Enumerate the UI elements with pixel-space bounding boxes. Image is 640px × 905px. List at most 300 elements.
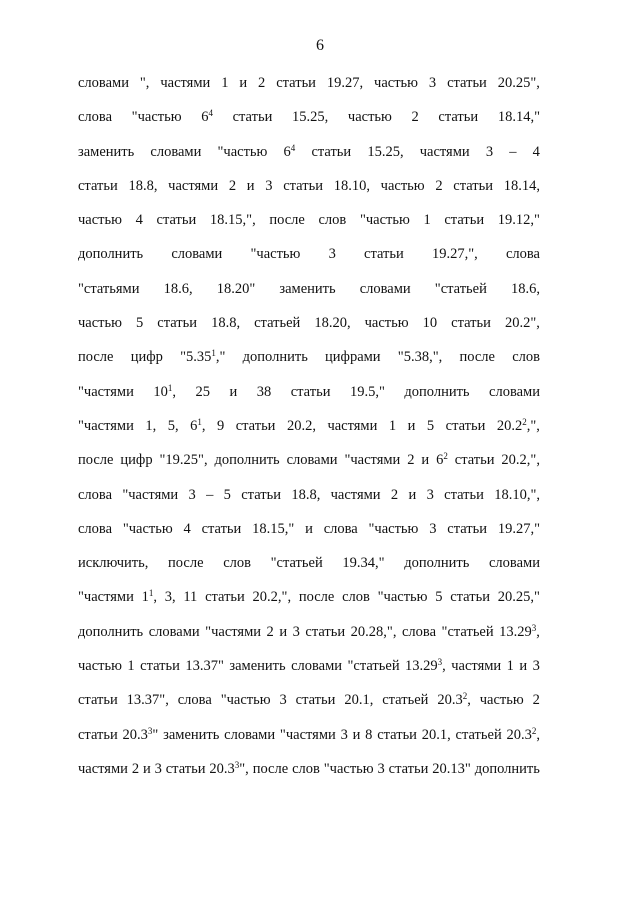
word-text: словами (150, 143, 202, 160)
word-text: 20.3 (122, 726, 148, 743)
word-text: цифр (120, 452, 153, 469)
word (78, 381, 134, 403)
word-text: заменить (163, 726, 220, 743)
word (78, 278, 139, 300)
word-text: дополнить (242, 349, 308, 366)
word-text: словами (359, 280, 411, 297)
word-text: частями (327, 417, 378, 434)
word (341, 724, 348, 746)
word (351, 621, 397, 643)
word-text: статьи (157, 315, 198, 332)
word-text: частью (78, 315, 122, 332)
word-text: 18.8, (128, 177, 158, 194)
word-text: статьи (235, 417, 276, 434)
word-text: 20.13" (432, 760, 471, 777)
word-text: и (305, 520, 313, 537)
word (344, 689, 373, 711)
word-text: статьи (78, 692, 118, 709)
word (404, 381, 469, 403)
superscript-index: 2 (531, 725, 537, 736)
word-text: словами (489, 383, 540, 400)
word-text: 3 (429, 520, 437, 537)
word-text: 15.25, (292, 109, 329, 126)
word-text: статьи (140, 658, 180, 675)
word (164, 278, 193, 300)
word (344, 449, 400, 471)
word (287, 415, 316, 437)
word (78, 586, 134, 608)
word-text: статьей (254, 315, 301, 332)
word-text: и (229, 383, 238, 400)
word (437, 689, 471, 711)
word-text: заменить (279, 280, 336, 297)
word (287, 449, 338, 471)
word (205, 621, 261, 643)
text-line (78, 141, 540, 175)
word-text: словами (291, 658, 343, 675)
word-text: слова (177, 692, 212, 709)
word-text: частями (168, 177, 219, 194)
word (149, 621, 200, 643)
word-text: 18.8, (211, 315, 241, 332)
word (291, 484, 320, 506)
word-text: 4 (135, 212, 143, 229)
word-text: "частью (217, 143, 268, 160)
word-text: 3 (292, 623, 300, 640)
word (498, 209, 540, 231)
word-text: 15.25, (367, 143, 404, 160)
word-text: статьи (445, 417, 486, 434)
word (78, 141, 134, 163)
trailing-punctuation: , (153, 589, 157, 606)
word-text: статьи (78, 177, 118, 194)
word (153, 381, 176, 403)
word (519, 655, 527, 677)
word (327, 415, 377, 437)
word (451, 655, 501, 677)
word (299, 586, 334, 608)
word-text: 4 (532, 143, 540, 160)
word-text: слова (78, 520, 113, 537)
word (348, 655, 400, 677)
word (498, 586, 540, 608)
word (389, 415, 396, 437)
word (423, 209, 430, 231)
superscript-index: 3 (437, 657, 443, 668)
superscript-index: 3 (531, 622, 537, 633)
word-text: слова (78, 109, 113, 126)
word-text: 6 (190, 417, 198, 434)
word (427, 415, 434, 437)
word (123, 724, 159, 746)
word (435, 175, 442, 197)
word (78, 72, 129, 94)
word-text: статьи (447, 75, 487, 91)
word-text: "частями (279, 726, 336, 743)
word-text: 9 (216, 417, 225, 434)
trailing-punctuation: , (442, 658, 446, 675)
text-line (78, 621, 540, 655)
word (279, 621, 287, 643)
body-text (78, 72, 540, 792)
word-text: "статьей (347, 658, 400, 675)
word (511, 278, 540, 300)
word-text: и (246, 177, 255, 194)
word-text: 18.14," (497, 109, 540, 126)
word (78, 106, 112, 128)
word (427, 484, 434, 506)
word (498, 518, 540, 540)
word-text: дополнить (78, 623, 144, 640)
word (453, 175, 493, 197)
word-text: исключить, (78, 555, 149, 572)
word-text: 20.3 (209, 760, 235, 777)
word-text: слова (402, 623, 437, 640)
word (447, 518, 487, 540)
word-text: 20.25," (497, 589, 540, 606)
word-text: 2 (258, 75, 266, 91)
word (127, 655, 134, 677)
word (459, 346, 494, 368)
word (292, 106, 328, 128)
word (184, 518, 191, 540)
word-text: статьи (201, 520, 242, 537)
word (78, 209, 122, 231)
word-text: после (252, 760, 289, 777)
trailing-punctuation: , (467, 692, 471, 709)
word-text: 1 (221, 75, 229, 91)
word (155, 758, 162, 780)
trailing-punctuation: , (201, 417, 206, 434)
word (168, 175, 218, 197)
word-text: частями (330, 486, 381, 503)
word-text: и (279, 623, 288, 640)
word-text: 4 (183, 520, 191, 537)
word-text: "статьями (78, 280, 140, 297)
word (253, 758, 288, 780)
word-text: статьи (454, 452, 495, 469)
word (233, 106, 273, 128)
word (311, 141, 351, 163)
superscript-index: 1 (148, 588, 154, 599)
word (293, 621, 300, 643)
superscript-index: 2 (443, 451, 448, 462)
word (190, 415, 205, 437)
word-text: "частями (78, 589, 134, 606)
word-text: частями (419, 143, 470, 160)
word-text: после (78, 349, 114, 366)
word-text: 2 (131, 760, 140, 777)
word-text: "частью (359, 212, 410, 229)
superscript-index: 2 (462, 691, 468, 702)
word (142, 586, 157, 608)
text-line (78, 724, 540, 758)
word (78, 484, 112, 506)
word-text: дополнить (78, 246, 144, 263)
text-line (78, 655, 540, 689)
word (221, 72, 228, 94)
word (533, 141, 540, 163)
word (498, 72, 540, 94)
word (209, 758, 248, 780)
word-text: статьи (311, 143, 352, 160)
word (279, 278, 335, 300)
word-text: 18.10,", (494, 486, 540, 503)
text-line (78, 415, 540, 449)
word (360, 278, 411, 300)
word-text: "частью (220, 692, 271, 709)
word-text: словами (489, 555, 540, 572)
word (377, 724, 417, 746)
text-line (78, 278, 540, 312)
word (132, 758, 139, 780)
word-text: дополнить (474, 760, 540, 777)
word-text: "19.25", (159, 452, 208, 469)
word-text: 20.1, (344, 692, 374, 709)
word-text: 18.20" (216, 280, 256, 297)
word (78, 449, 113, 471)
word (382, 689, 428, 711)
word-text: "частью (250, 246, 301, 263)
word (444, 484, 484, 506)
text-line (78, 552, 540, 586)
word (123, 518, 173, 540)
word (489, 381, 540, 403)
word (501, 449, 540, 471)
word-text: 3 (188, 486, 196, 503)
trailing-punctuation: ,", (526, 417, 540, 434)
word (404, 552, 469, 574)
word (160, 449, 208, 471)
word (163, 724, 219, 746)
word (201, 106, 213, 128)
word (451, 312, 491, 334)
word (447, 72, 487, 94)
word (442, 621, 494, 643)
word-text: частью (380, 177, 425, 194)
word-text: словами (148, 623, 200, 640)
word-text: 20.3 (506, 726, 532, 743)
word (378, 586, 428, 608)
word (334, 175, 370, 197)
word (365, 312, 409, 334)
word-text: 1, (145, 417, 157, 434)
word-text: 2 (411, 109, 419, 126)
word (412, 106, 419, 128)
word (180, 346, 225, 368)
word-text: статьей (455, 726, 502, 743)
word-text: слова (505, 246, 540, 263)
word-text: частью (479, 692, 524, 709)
word (504, 175, 540, 197)
word (342, 552, 384, 574)
word (136, 209, 143, 231)
word (239, 72, 247, 94)
word (140, 655, 180, 677)
word-text: 20.25", (497, 75, 540, 91)
word-text: 3 (428, 75, 437, 91)
word (210, 209, 256, 231)
word-text: статьи (241, 486, 281, 503)
word (292, 758, 320, 780)
word (456, 724, 502, 746)
word-text: после (78, 452, 114, 469)
word-text: частью (374, 75, 418, 91)
word (429, 72, 436, 94)
trailing-punctuation: ", (239, 760, 249, 777)
word (127, 689, 169, 711)
word (150, 141, 201, 163)
word (78, 346, 113, 368)
trailing-punctuation: ," (215, 349, 226, 366)
word (171, 243, 222, 265)
word-text: 20.2, (286, 417, 316, 434)
word-text: статьи (450, 589, 490, 606)
word-text: статьи (165, 760, 206, 777)
word-text: 6 (283, 143, 291, 160)
word (267, 621, 274, 643)
word-text: 1 (423, 212, 431, 229)
word-text: слов (342, 589, 370, 606)
word (78, 621, 143, 643)
word-text: частью (78, 658, 122, 675)
word-text: статьи (451, 315, 491, 332)
word (215, 449, 280, 471)
word-text: 10 (422, 315, 438, 332)
word (348, 106, 392, 128)
word (494, 484, 540, 506)
superscript-index: 3 (147, 725, 153, 736)
word-text: 18.20, (314, 315, 351, 332)
word (247, 175, 255, 197)
word (157, 312, 197, 334)
word (78, 243, 143, 265)
word-text: частью (78, 212, 122, 229)
word-text: словами (78, 75, 129, 91)
word (78, 518, 112, 540)
word (350, 381, 385, 403)
word (432, 758, 471, 780)
word (455, 449, 495, 471)
word-text: "частями (344, 452, 401, 469)
word-text: – (206, 486, 214, 503)
word-text: статьи (290, 383, 331, 400)
word-text: 3 (485, 143, 494, 160)
word (365, 724, 372, 746)
word-text: статьи (232, 109, 273, 126)
word-text: 1 (127, 658, 135, 675)
word-text: статьи (377, 726, 417, 743)
text-line (78, 586, 540, 620)
word-text: частью (364, 315, 409, 332)
word (499, 621, 540, 643)
word-text: "частью (122, 520, 173, 537)
word-text: 18.6, (163, 280, 193, 297)
word-text: 13.37" (185, 658, 224, 675)
word-text: 3 (279, 692, 287, 709)
superscript-index: 2 (522, 417, 527, 428)
word (205, 586, 245, 608)
word-text: 11 (183, 589, 198, 606)
word (480, 689, 524, 711)
word-text: 3 (265, 177, 273, 194)
trailing-punctuation: , (172, 383, 176, 400)
word (165, 586, 176, 608)
word-text: частью (347, 109, 392, 126)
word (497, 415, 540, 437)
word-text: после (459, 349, 495, 366)
word (507, 724, 541, 746)
word (280, 724, 336, 746)
word-text: 20.1, (421, 726, 451, 743)
superscript-index: 1 (167, 382, 173, 393)
word-text: 20.2,", (501, 452, 540, 469)
word (120, 449, 152, 471)
superscript-index: 4 (290, 142, 296, 153)
word-text: 2 (266, 623, 274, 640)
word-text: статьи (295, 692, 336, 709)
word (489, 552, 540, 574)
word-text: статьи (283, 177, 323, 194)
word-text: статьи (453, 177, 494, 194)
word (160, 72, 210, 94)
word-text: статьи (388, 760, 429, 777)
word (305, 518, 313, 540)
word-text: статьи (364, 246, 404, 263)
word (324, 518, 358, 540)
word (166, 758, 206, 780)
word (405, 655, 446, 677)
word (202, 518, 242, 540)
word (122, 484, 178, 506)
word (217, 415, 224, 437)
word-text: слова (78, 486, 113, 503)
word (422, 724, 451, 746)
word-text: 2 (532, 692, 540, 709)
word (145, 415, 156, 437)
word-text: "статьей (270, 555, 323, 572)
word-text: 18.14, (503, 177, 540, 194)
word-text: после (298, 589, 335, 606)
word-text: 1 (506, 658, 514, 675)
word (436, 449, 448, 471)
word (257, 381, 272, 403)
word (327, 72, 363, 94)
word (229, 175, 236, 197)
word (329, 243, 336, 265)
word (533, 655, 540, 677)
word (512, 346, 540, 368)
word (429, 518, 436, 540)
word-text: статьи (447, 520, 487, 537)
word (533, 689, 540, 711)
word-text: 20.2", (504, 315, 540, 332)
word (243, 346, 308, 368)
word (185, 655, 224, 677)
word (168, 415, 179, 437)
word (189, 484, 196, 506)
word (342, 586, 370, 608)
word-text: 3 (426, 486, 434, 503)
word (353, 724, 361, 746)
word (78, 552, 148, 574)
word-text: слов (512, 349, 540, 366)
text-line (78, 758, 540, 792)
word (378, 758, 385, 780)
word-text: 1 (388, 417, 397, 434)
word (421, 449, 429, 471)
word (420, 141, 470, 163)
